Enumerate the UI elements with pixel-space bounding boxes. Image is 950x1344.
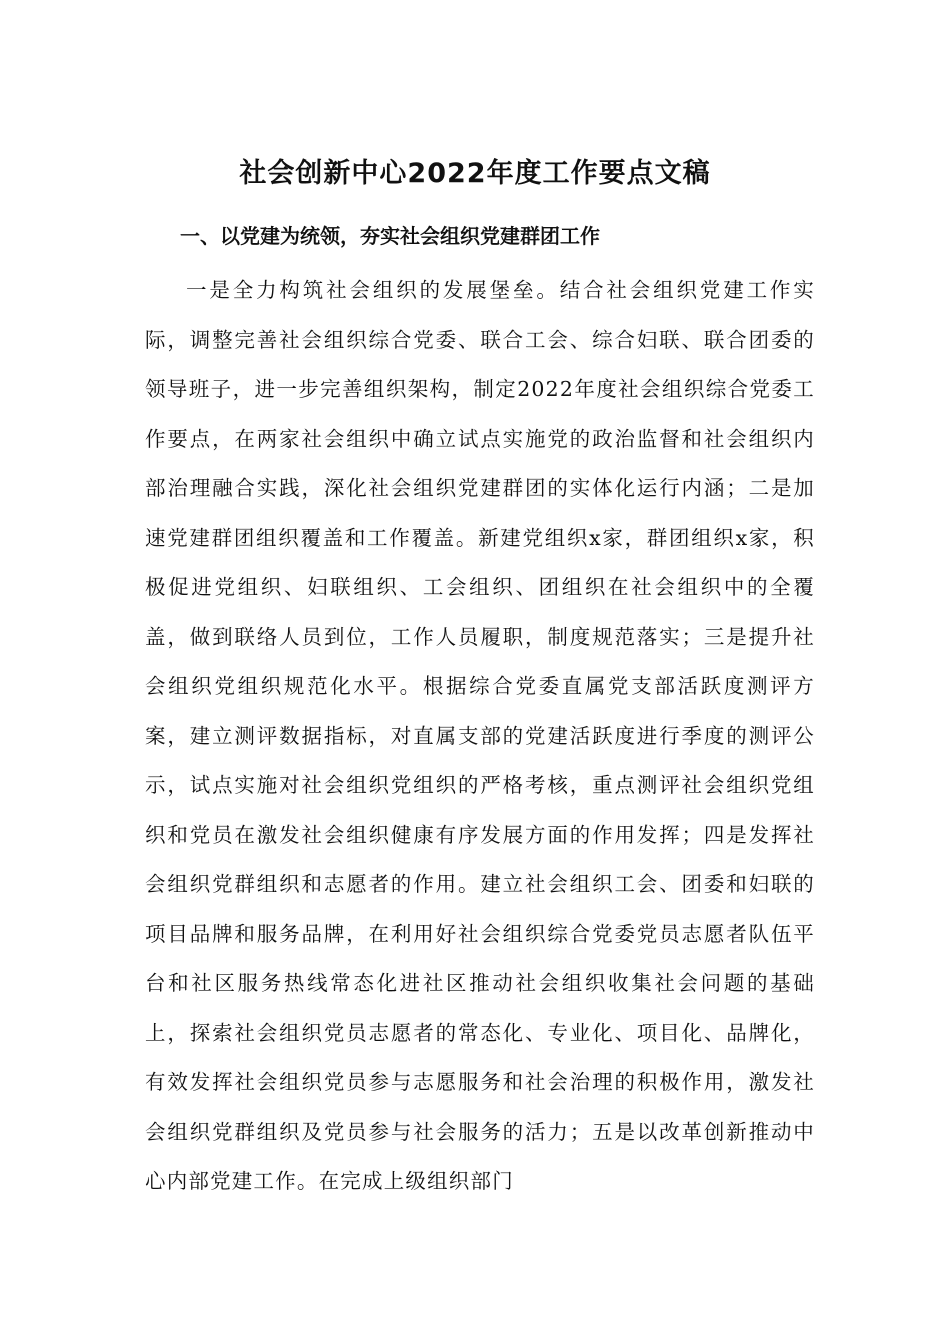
body-paragraph: 一是全力构筑社会组织的发展堡垒。结合社会组织党建工作实际，调整完善社会组织综合党委、联合工会、综合妇联、联合团委的领导班子，进一步完善组织架构，制定2022年度社会组织综合党委工作要点，在两家社会组织中确立试点实施党的政治监督和社会组织内部治理融合实践，深化社会组织党建群团的实体化运行内涵；二是加速党建群团组织覆盖和工作覆盖。新建党组织x家，群团组织x家，积极促进党组织、妇联组织、工会组织、团组织在社会组织中的全覆盖，做到联络人员到位，工作人员履职，制度规范落实；三是提升社会组织党组织规范化水平。根据综合党委直属党支部活跃度测评方案，建立测评数据指标，对直属支部的党建活跃度进行季度的测评公示，试点实施对社会组织党组织的严格考核，重点测评社会组织党组织和党员在激发社会组织健康有序发展方面的作用发挥；四是发挥社会组织党群组织和志愿者的作用。建立社会组织工会、团委和妇联的项目品牌和服务品牌，在利用好社会组织综合党委党员志愿者队伍平台和社区服务热线常态化进社区推动社会组织收集社会问题的基础上，探索社会组织党员志愿者的常态化、专业化、项目化、品牌化，有效发挥社会组织党员参与志愿服务和社会治理的积极作用，激发社会组织党群组织及党员参与社会服务的活力；五是以改革创新推动中心内部党建工作。在完成上级组织部门 [145, 278, 815, 1193]
document-title: 社会创新中心2022年度工作要点文稿 [239, 158, 711, 189]
section-heading: 一、以党建为统领，夯实社会组织党建群团工作 [180, 224, 600, 248]
